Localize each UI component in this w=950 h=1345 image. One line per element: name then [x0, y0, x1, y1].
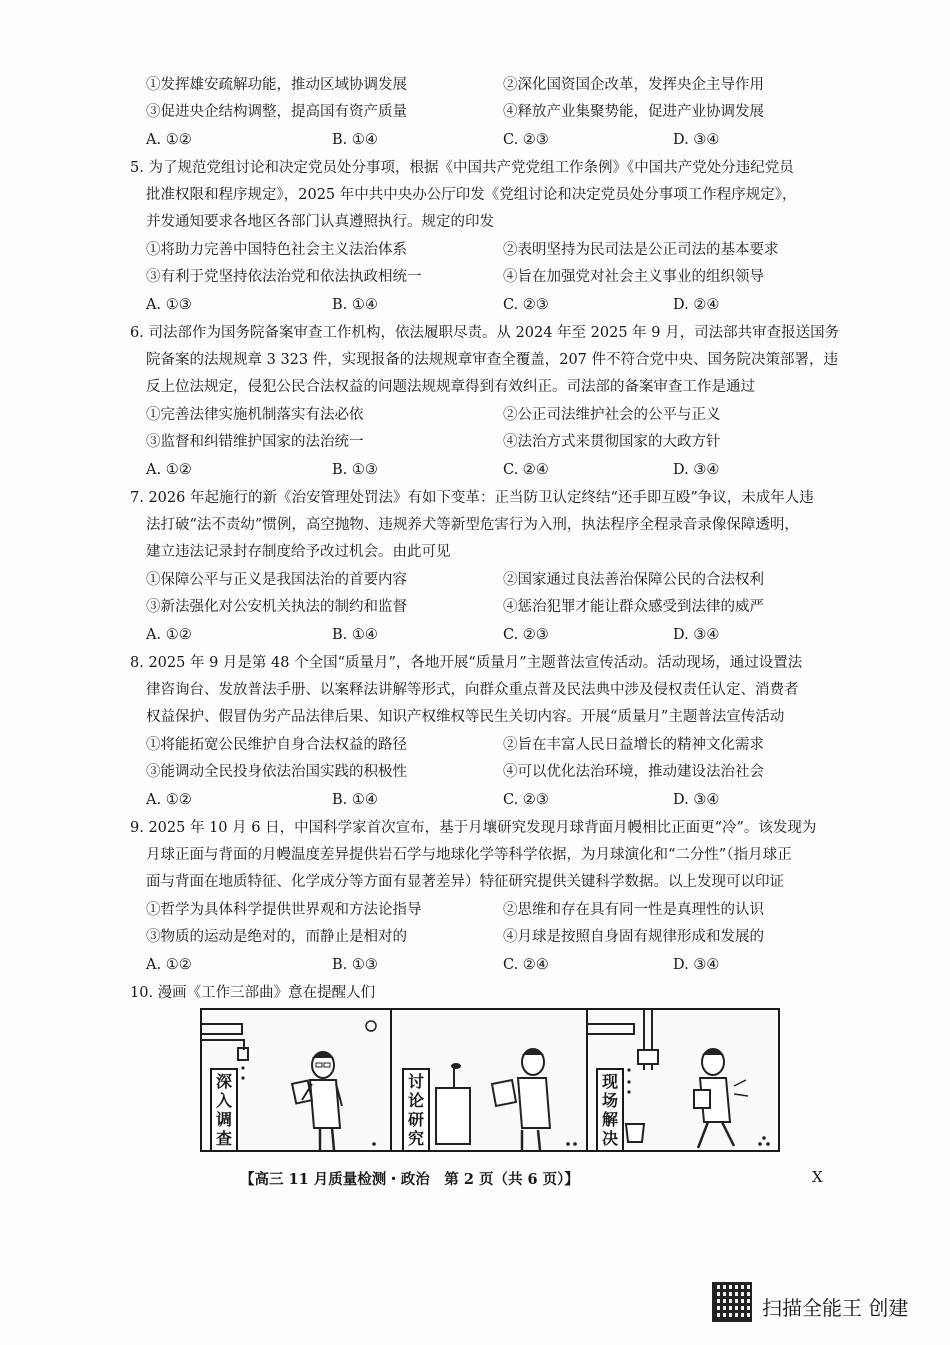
q6-choice-a: A. ①② [146, 462, 192, 478]
q6-stem-line-2: 院备案的法规规章 3 323 件，实现报备的法规规章审查全覆盖，207 件不符合党中央、国务院决策部署，违 [146, 352, 839, 368]
scanner-watermark: 扫描全能王 创建 [762, 1296, 909, 1320]
q6-stem-line-3: 反上位法规定，侵犯公民合法权益的问题法规规章得到有效纠正。司法部的备案审查工作是通过 [146, 379, 755, 395]
q5-option-4: ④旨在加强党对社会主义事业的组织领导 [503, 269, 764, 285]
panel-label-solve: 现场解决 [596, 1068, 624, 1150]
q7-stem-line-3: 建立违法记录封存制度给予改过机会。由此可见 [146, 544, 451, 560]
q7-choice-c: C. ②③ [503, 627, 549, 643]
q6-stem-line-1: 6. 司法部作为国务院备案审查工作机构，依法履职尽责。从 2024 年至 2025 年 9 月，司法部共审查报送国务 [130, 325, 840, 341]
q4-choice-a: A. ①② [146, 132, 192, 148]
q9-option-1: ①哲学为具体科学提供世界观和方法论指导 [146, 902, 422, 918]
panel-label-investigate: 深入调查 [210, 1068, 238, 1150]
q4-option-1: ①发挥雄安疏解功能，推动区域协调发展 [146, 77, 407, 93]
q9-choice-a: A. ①② [146, 957, 192, 973]
q8-choice-b: B. ①④ [332, 792, 378, 808]
q6-choice-d: D. ③④ [673, 462, 720, 478]
q5-stem-line-2: 批准权限和程序规定》，2025 年中共中央办公厅印发《党组讨论和决定党员处分事项工作程序规定》， [146, 187, 797, 203]
q8-choice-a: A. ①② [146, 792, 192, 808]
q6-choice-c: C. ②④ [503, 462, 549, 478]
q5-option-2: ②表明坚持为民司法是公正司法的基本要求 [503, 242, 779, 258]
q8-stem-line-2: 律咨询台、发放普法手册、以案释法讲解等形式，向群众重点普及民法典中涉及侵权责任认定、消费者 [146, 682, 799, 698]
q9-option-4: ④月球是按照自身固有规律形成和发展的 [503, 929, 764, 945]
q9-stem-line-3: 面与背面在地质特征、化学成分等方面有显著差异）特征研究提供关键科学数据。以上发现可以印证 [146, 874, 784, 890]
page-mark: X [812, 1168, 823, 1186]
q7-option-2: ②国家通过良法善治保障公民的合法权利 [503, 572, 764, 588]
panel-label-discuss: 讨论研究 [402, 1068, 430, 1150]
q10-stem-line-1: 10. 漫画《工作三部曲》意在提醒人们 [130, 985, 376, 1001]
q7-option-4: ④惩治犯罪才能让群众感受到法律的威严 [503, 599, 764, 615]
q8-option-2: ②旨在丰富人民日益增长的精神文化需求 [503, 737, 764, 753]
q5-choice-a: A. ①③ [146, 297, 192, 313]
q6-option-1: ①完善法律实施机制落实有法必依 [146, 407, 364, 423]
comic-panel-solve [588, 1010, 778, 1150]
q4-choice-b: B. ①④ [332, 132, 378, 148]
q5-choice-c: C. ②③ [503, 297, 549, 313]
q6-option-2: ②公正司法维护社会的公平与正义 [503, 407, 721, 423]
q8-choice-d: D. ③④ [673, 792, 720, 808]
q9-option-3: ③物质的运动是绝对的，而静止是相对的 [146, 929, 407, 945]
q5-choice-b: B. ①④ [332, 297, 378, 313]
q8-stem-line-3: 权益保护、假冒伪劣产品法律后果、知识产权维权等民生关切内容。开展“质量月”主题普法宣传活动 [146, 709, 785, 725]
q9-stem-line-1: 9. 2025 年 10 月 6 日，中国科学家首次宣布，基于月壤研究发现月球背面月幔相比正面更“冷”。该发现为 [130, 820, 817, 836]
q9-choice-c: C. ②④ [503, 957, 549, 973]
q9-stem-line-2: 月球正面与背面的月幔温度差异提供岩石学与地球化学等科学依据，为月球演化和“二分性”（指月球正 [146, 847, 792, 863]
q5-option-3: ③有利于党坚持依法治党和依法执政相统一 [146, 269, 422, 285]
q8-option-4: ④可以优化法治环境，推动建设法治社会 [503, 764, 764, 780]
comic-panel-discuss [392, 1010, 588, 1150]
q9-choice-b: B. ①③ [332, 957, 378, 973]
q8-option-3: ③能调动全民投身依法治国实践的积极性 [146, 764, 407, 780]
comic-strip [200, 1008, 780, 1152]
q8-choice-c: C. ②③ [503, 792, 549, 808]
q6-option-3: ③监督和纠错维护国家的法治统一 [146, 434, 364, 450]
comic-panel-investigate [202, 1010, 392, 1150]
qr-code-icon [712, 1282, 752, 1322]
q7-choice-a: A. ①② [146, 627, 192, 643]
q8-stem-line-1: 8. 2025 年 9 月是第 48 个全国“质量月”，各地开展“质量月”主题普法宣传活动。活动现场，通过设置法 [130, 655, 803, 671]
q4-choice-d: D. ③④ [673, 132, 720, 148]
q8-option-1: ①将能拓宽公民维护自身合法权益的路径 [146, 737, 407, 753]
q4-option-2: ②深化国资国企改革，发挥央企主导作用 [503, 77, 764, 93]
q5-choice-d: D. ②④ [673, 297, 720, 313]
q5-stem-line-1: 5. 为了规范党组讨论和决定党员处分事项，根据《中国共产党党组工作条例》《中国共产党处分违纪党员 [130, 160, 794, 176]
q7-stem-line-2: 法打破“法不责幼”惯例，高空抛物、违规养犬等新型危害行为入刑，执法程序全程录音录像保障透明， [146, 517, 799, 533]
q7-choice-b: B. ①④ [332, 627, 378, 643]
q9-option-2: ②思维和存在具有同一性是真理性的认识 [503, 902, 764, 918]
q6-option-4: ④法治方式来贯彻国家的大政方针 [503, 434, 721, 450]
q7-option-3: ③新法强化对公安机关执法的制约和监督 [146, 599, 407, 615]
q7-choice-d: D. ③④ [673, 627, 720, 643]
q4-option-4: ④释放产业集聚势能，促进产业协调发展 [503, 104, 764, 120]
q5-option-1: ①将助力完善中国特色社会主义法治体系 [146, 242, 407, 258]
q7-option-1: ①保障公平与正义是我国法治的首要内容 [146, 572, 407, 588]
page-footer: 【高三 11 月质量检测・政治 第 2 页（共 6 页）】 [240, 1171, 579, 1188]
q4-option-3: ③促进央企结构调整，提高国有资产质量 [146, 104, 407, 120]
q5-stem-line-3: 并发通知要求各地区各部门认真遵照执行。规定的印发 [146, 214, 494, 230]
q9-choice-d: D. ③④ [673, 957, 720, 973]
q4-choice-c: C. ②③ [503, 132, 549, 148]
q6-choice-b: B. ①③ [332, 462, 378, 478]
q7-stem-line-1: 7. 2026 年起施行的新《治安管理处罚法》有如下变革：正当防卫认定终结“还手即互殴”争议，未成年人违 [130, 490, 814, 506]
